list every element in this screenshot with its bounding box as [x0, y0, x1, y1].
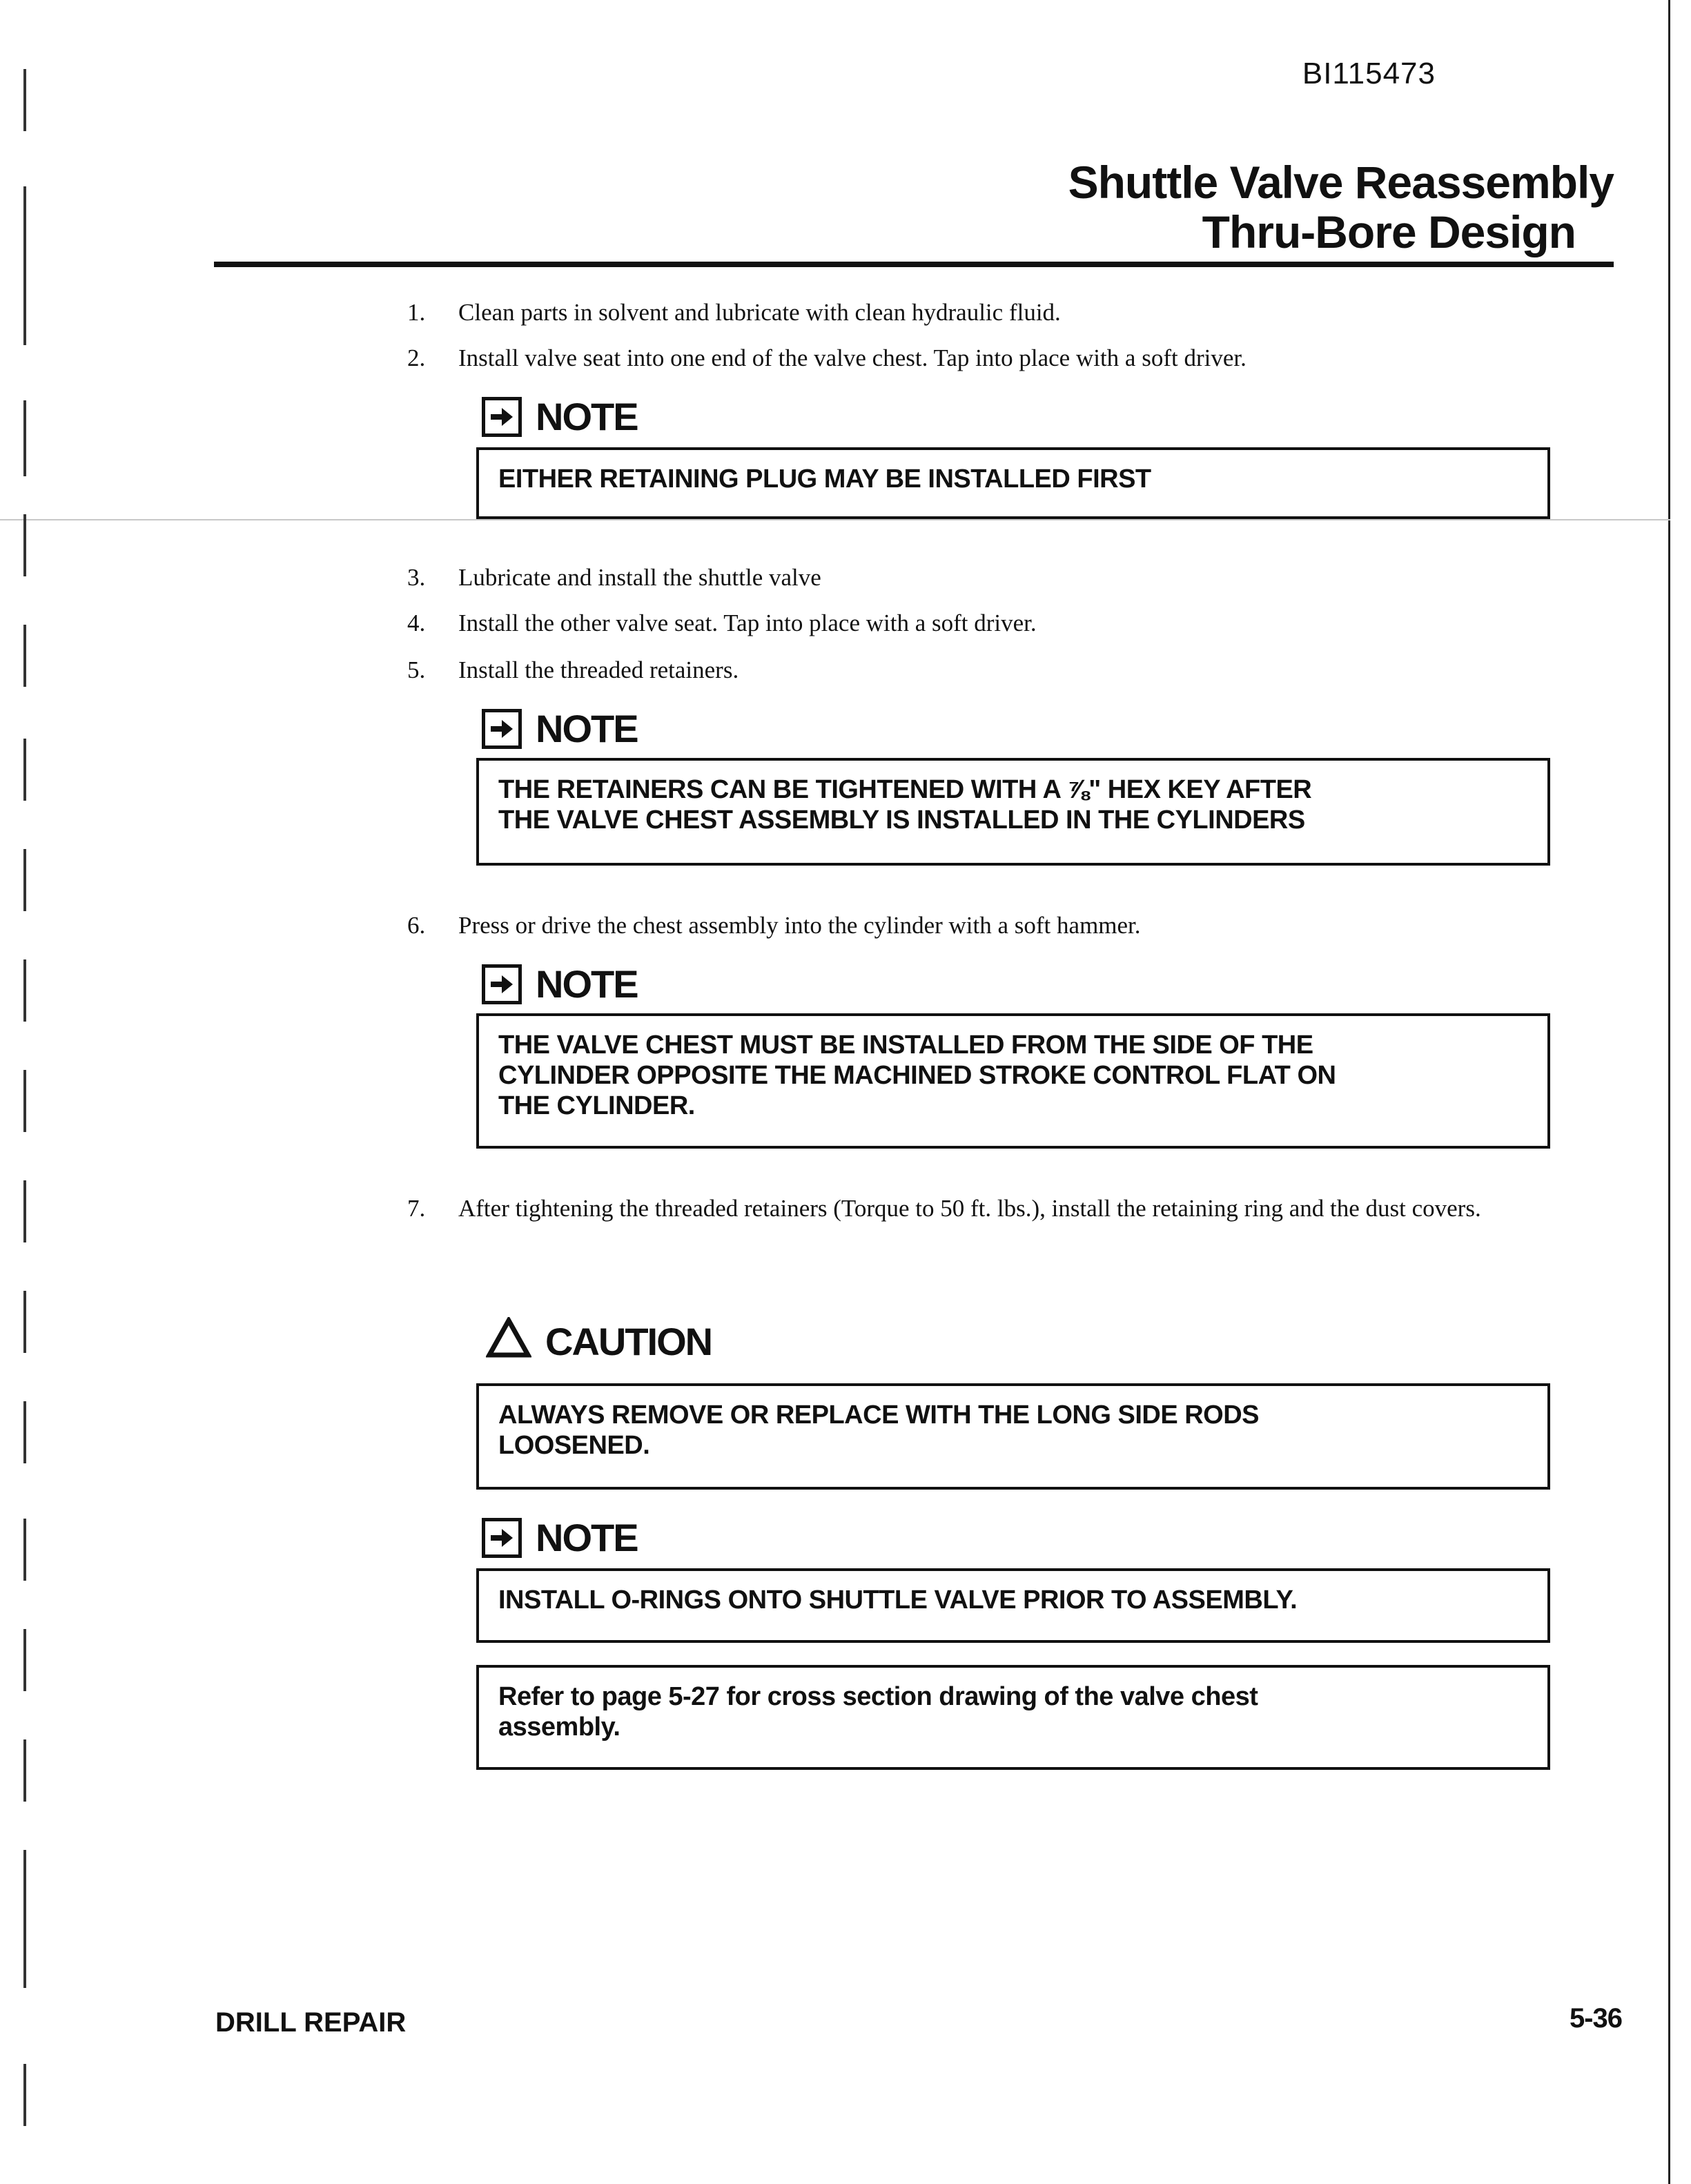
- binder-hole-mark: [23, 1180, 26, 1242]
- arrow-right-box-icon: [482, 397, 522, 437]
- step-number: 4.: [407, 610, 426, 636]
- note-box: [476, 1568, 1550, 1643]
- binder-hole-mark: [23, 400, 26, 476]
- note-text-line: THE VALVE CHEST ASSEMBLY IS INSTALLED IN THE CYLINDERS: [498, 806, 1305, 835]
- arrow-right-box-icon: [482, 709, 522, 749]
- binder-hole-mark: [23, 2064, 26, 2126]
- note-text-line: THE VALVE CHEST MUST BE INSTALLED FROM THE SIDE OF THE: [498, 1031, 1313, 1060]
- caution-text-line: LOOSENED.: [498, 1431, 650, 1460]
- binder-hole-mark: [23, 186, 26, 345]
- step-number: 3.: [407, 564, 426, 591]
- step-item: [407, 562, 1484, 594]
- step-item: [407, 910, 1484, 942]
- binder-hole-mark: [23, 849, 26, 911]
- scan-edge-line: [1668, 0, 1670, 2184]
- note-label: NOTE: [536, 395, 638, 438]
- step-number: 5.: [407, 656, 426, 683]
- step-text: Install the threaded retainers.: [458, 656, 739, 683]
- note-box: [476, 447, 1550, 519]
- footer-section-title: DRILL REPAIR: [215, 2007, 407, 2038]
- step-text: Lubricate and install the shuttle valve: [458, 564, 821, 591]
- note-text-line: THE CYLINDER.: [498, 1091, 695, 1120]
- binder-hole-mark: [23, 69, 26, 131]
- note-box: [476, 758, 1550, 866]
- title-rule: [214, 262, 1614, 267]
- warning-triangle-icon: [486, 1317, 531, 1366]
- step-number: 6.: [407, 912, 426, 939]
- reference-text-line: Refer to page 5-27 for cross section drawing of the valve chest: [498, 1682, 1258, 1711]
- binder-hole-mark: [23, 625, 26, 687]
- note-text: INSTALL O-RINGS ONTO SHUTTLE VALVE PRIOR TO ASSEMBLY.: [498, 1586, 1298, 1615]
- reference-text-line: assembly.: [498, 1713, 620, 1742]
- step-number: 1.: [407, 299, 426, 326]
- note-label: NOTE: [536, 707, 638, 750]
- step-text: Install the other valve seat. Tap into place with a soft driver.: [458, 610, 1037, 636]
- binder-hole-mark: [23, 1739, 26, 1802]
- arrow-right-box-icon: [482, 1518, 522, 1558]
- step-number: 7.: [407, 1195, 426, 1222]
- step-text: Clean parts in solvent and lubricate with clean hydraulic fluid.: [458, 299, 1061, 326]
- page-title: [1068, 157, 1614, 257]
- step-number: 2.: [407, 344, 426, 371]
- caution-box: [476, 1383, 1550, 1490]
- binder-hole-mark: [23, 1291, 26, 1353]
- document-id: BI115473: [1302, 57, 1436, 90]
- note-text-line: THE RETAINERS CAN BE TIGHTENED WITH A ⅞" HEX KEY AFTER: [498, 775, 1312, 804]
- arrow-right-box-icon: [482, 964, 522, 1004]
- note-heading: [482, 964, 638, 1005]
- page-title-line-2: Thru-Bore Design: [1202, 206, 1576, 257]
- binder-hole-mark: [23, 514, 26, 576]
- note-box: [476, 1013, 1550, 1149]
- step-item: [407, 297, 1484, 329]
- page-number: 5-36: [1569, 2003, 1622, 2034]
- note-text-line: CYLINDER OPPOSITE THE MACHINED STROKE CONTROL FLAT ON: [498, 1061, 1336, 1090]
- step-item: [407, 654, 1484, 686]
- page-title-line-1: Shuttle Valve Reassembly: [1068, 157, 1614, 208]
- caution-heading: [486, 1317, 712, 1366]
- note-label: NOTE: [536, 962, 638, 1006]
- reference-box: [476, 1665, 1550, 1770]
- binder-hole-mark: [23, 959, 26, 1022]
- step-text: After tightening the threaded retainers (Torque to 50 ft. lbs.), install the retaining ring and the dust covers.: [458, 1195, 1481, 1222]
- note-heading: [482, 1517, 638, 1559]
- binder-hole-mark: [23, 1629, 26, 1691]
- note-heading: [482, 396, 638, 438]
- scan-artifact-line: [0, 519, 1670, 520]
- caution-text-line: ALWAYS REMOVE OR REPLACE WITH THE LONG SIDE RODS: [498, 1401, 1260, 1430]
- note-heading: [482, 708, 638, 750]
- step-text: Press or drive the chest assembly into the cylinder with a soft hammer.: [458, 912, 1141, 939]
- binder-hole-mark: [23, 1519, 26, 1581]
- caution-label: CAUTION: [545, 1319, 712, 1363]
- step-item: [407, 607, 1484, 639]
- step-text: Install valve seat into one end of the valve chest. Tap into place with a soft driver.: [458, 344, 1247, 371]
- note-text: EITHER RETAINING PLUG MAY BE INSTALLED FIRST: [498, 465, 1151, 494]
- step-item: [407, 1193, 1484, 1225]
- binder-hole-mark: [23, 739, 26, 801]
- binder-hole-mark: [23, 1850, 26, 1988]
- step-item: [407, 342, 1484, 374]
- binder-hole-mark: [23, 1401, 26, 1463]
- note-label: NOTE: [536, 1516, 638, 1559]
- binder-hole-mark: [23, 1070, 26, 1132]
